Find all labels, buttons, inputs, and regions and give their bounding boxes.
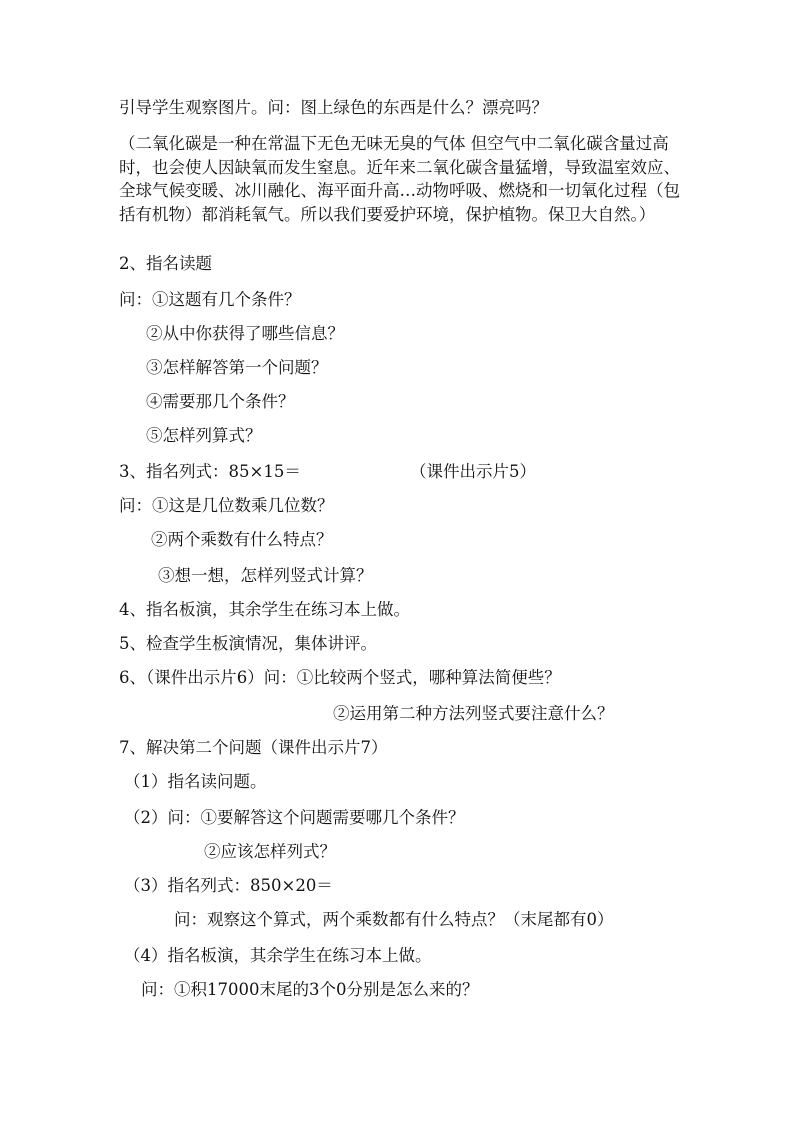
step2-question-5: ⑤怎样列算式？ (146, 426, 262, 445)
co2-paragraph: （二氧化碳是一种在常温下无色无味无臭的气体 但空气中二氧化碳含量过高时，也会使人因缺氧而发生窒息。近年来二氧化碳含量猛增，导致温室效应、全球气候变暖、冰川融化、海平面升高…动物呼吸、燃烧和一切氧化过程（包括有机物）都消耗氧气。所以我们要爱护环境，保护植物。保卫大自然。） (119, 134, 680, 224)
step3-question-1: 问：①这是几位数乘几位数？ (119, 496, 334, 515)
step7-sub-3: （3）指名列式：850×20＝ (124, 876, 333, 895)
step2-question-2: ②从中你获得了哪些信息？ (146, 324, 344, 343)
step3-courseware-note: （课件出示片5） (410, 462, 536, 481)
step7-sub-2-question-2: ②应该怎样列式？ (204, 842, 336, 861)
step7-sub-2-question-1: （2）问：①要解答这个问题需要哪几个条件？ (124, 808, 465, 827)
step6-line-1: 6、（课件出示片6）问：①比较两个竖式，哪种算法简便些？ (119, 668, 561, 687)
step2-title: 2、指名读题 (119, 254, 212, 273)
step7-sub-1: （1）指名读问题。 (124, 772, 267, 791)
step3-question-2: ②两个乘数有什么特点？ (151, 530, 333, 549)
step6-line-2: ②运用第二种方法列竖式要注意什么？ (333, 704, 614, 723)
step2-question-3: ③怎样解答第一个问题？ (146, 358, 328, 377)
intro-line: 引导学生观察图片。问：图上绿色的东西是什么？漂亮吗？ (119, 98, 548, 117)
step2-question-1: 问：①这题有几个条件？ (119, 290, 301, 309)
step3-title: 3、指名列式：85×15＝ (119, 462, 301, 481)
step4-line: 4、指名板演，其余学生在练习本上做。 (119, 600, 410, 619)
step7-sub-4: （4）指名板演，其余学生在练习本上做。 (124, 946, 432, 965)
step5-line: 5、检查学生板演情况，集体讲评。 (119, 634, 377, 653)
step7-title: 7、解决第二个问题（课件出示片7） (119, 738, 388, 757)
step2-question-4: ④需要那几个条件？ (146, 392, 295, 411)
step7-sub-3-question: 问：观察这个算式，两个乘数都有什么特点？（末尾都有0） (174, 910, 614, 929)
step7-sub-4-question: 问：①积17000末尾的3个0分别是怎么来的？ (141, 980, 479, 999)
step3-question-3: ③想一想，怎样列竖式计算？ (158, 566, 373, 585)
